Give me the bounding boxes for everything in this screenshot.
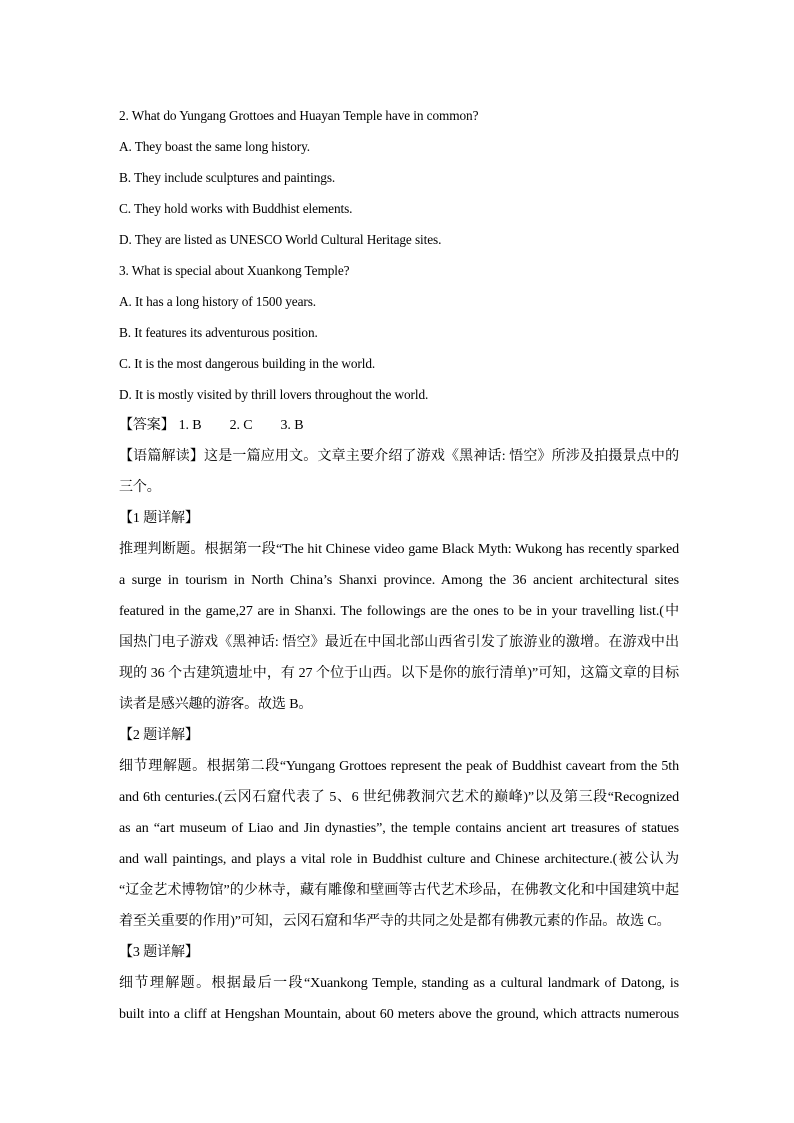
- summary-line-1: 【语篇解读】这是一篇应用文。文章主要介绍了游戏《黑神话: 悟空》所涉及拍摄景点中的: [119, 449, 679, 464]
- answer-item-3: 3. B: [280, 418, 304, 433]
- detail-1-line: 推理判断题。根据第一段“The hit Chinese video game Black Myth: Wukong has recently sparked: [119, 542, 679, 557]
- document-page: [119, 100, 679, 1030]
- detail-3-heading: 【3 题详解】: [119, 945, 199, 960]
- detail-1-line: 现的 36 个古建筑遗址中，有 27 个位于山西。以下是你的旅行清单)”可知，这篇文章的目标: [119, 666, 679, 681]
- answer-item-2: 2. C: [229, 418, 253, 433]
- question-2-option-b: B. They include sculptures and paintings.: [119, 170, 336, 185]
- detail-1-heading: 【1 题详解】: [119, 511, 199, 526]
- detail-2-line: “辽金艺术博物馆”的少林寺，藏有雕像和壁画等古代艺术珍品，在佛教文化和中国建筑中起: [119, 883, 679, 898]
- detail-2-line: and 6th centuries.(云冈石窟代表了 5、6 世纪佛教洞穴艺术的巅峰)”以及第三段“Recognized: [119, 790, 679, 805]
- detail-3-line: built into a cliff at Hengshan Mountain, about 60 meters above the ground, which attracts numerous: [119, 1007, 679, 1022]
- question-2-option-c: C. They hold works with Buddhist elements.: [119, 201, 353, 216]
- detail-1-line: 读者是感兴趣的游客。故选 B。: [119, 697, 313, 712]
- summary-line-2: 三个。: [119, 480, 161, 495]
- detail-2-line: as an “art museum of Liao and Jin dynasties”, the temple contains ancient art treasures of statues: [119, 821, 679, 836]
- question-2-option-a: A. They boast the same long history.: [119, 139, 311, 154]
- question-3-option-d: D. It is mostly visited by thrill lovers throughout the world.: [119, 387, 429, 402]
- question-3-option-a: A. It has a long history of 1500 years.: [119, 294, 316, 309]
- detail-1-line: featured in the game,27 are in Shanxi. The followings are the ones to be in your travelling list.(中: [119, 604, 679, 619]
- question-3-stem: 3. What is special about Xuankong Temple?: [119, 263, 350, 278]
- answer-item-1: 1. B: [178, 418, 202, 433]
- question-3-option-c: C. It is the most dangerous building in the world.: [119, 356, 376, 371]
- detail-2-line: 细节理解题。根据第二段“Yungang Grottoes represent the peak of Buddhist caveart from the 5th: [119, 759, 679, 774]
- question-3-option-b: B. It features its adventurous position.: [119, 325, 318, 340]
- answer-label: 【答案】: [119, 418, 175, 433]
- question-2-stem: 2. What do Yungang Grottoes and Huayan Temple have in common?: [119, 108, 479, 123]
- answer-line: [119, 410, 679, 441]
- detail-3-line: 细节理解题。根据最后一段“Xuankong Temple, standing as a cultural landmark of Datong, is: [119, 976, 679, 991]
- detail-2-heading: 【2 题详解】: [119, 728, 199, 743]
- detail-1-line: 国热门电子游戏《黑神话: 悟空》最近在中国北部山西省引发了旅游业的激增。在游戏中出: [119, 635, 679, 650]
- detail-2-line: and wall paintings, and plays a vital role in Buddhist culture and Chinese architecture.(被公认为: [119, 852, 679, 867]
- question-2-option-d: D. They are listed as UNESCO World Cultural Heritage sites.: [119, 232, 442, 247]
- detail-1-line: a surge in tourism in North China’s Shanxi province. Among the 36 ancient architectural sites: [119, 573, 679, 588]
- detail-2-line: 着至关重要的作用)”可知，云冈石窟和华严寺的共同之处是都有佛教元素的作品。故选 C。: [119, 914, 671, 929]
